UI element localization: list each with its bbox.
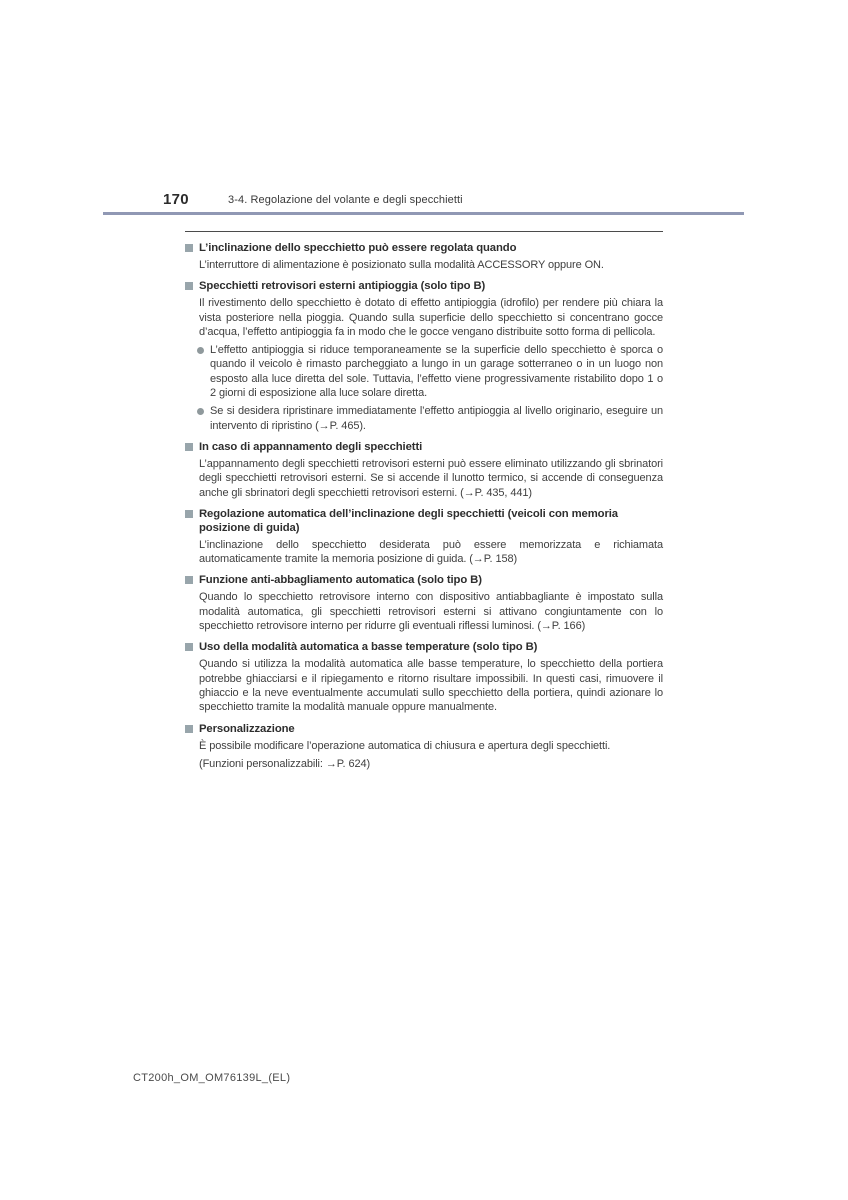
paragraph: È possibile modificare l’operazione automatica di chiusura e apertura degli specchietti. <box>199 739 611 752</box>
square-bullet-icon <box>185 282 193 290</box>
section-heading-text: Regolazione automatica dell’inclinazione degli specchietti (veicoli con memoria posizione di guida) <box>199 507 618 534</box>
section-heading-text: Specchietti retrovisori esterni antipioggia (solo tipo B) <box>199 280 486 293</box>
section-body <box>199 296 663 433</box>
circle-bullet-icon <box>197 347 204 354</box>
manual-section <box>185 637 663 714</box>
square-bullet-icon <box>185 725 193 733</box>
section-heading-text: Personalizzazione <box>199 722 295 735</box>
page-number: 170 <box>163 191 189 208</box>
section-body <box>199 457 663 500</box>
square-bullet-icon <box>185 643 193 651</box>
manual-section <box>185 570 663 633</box>
section-heading-text: Uso della modalità automatica a basse temperature (solo tipo B) <box>199 641 538 654</box>
section-heading-text: Funzione anti-abbagliamento automatica (solo tipo B) <box>199 574 482 587</box>
section-heading <box>185 719 663 738</box>
section-heading <box>185 276 663 295</box>
manual-section <box>185 276 663 433</box>
bullet-text: L’effetto antipioggia si riduce temporaneamente se la superficie dello specchietto è sporca o quando il veicolo è rimasto parcheggiato a lungo in un garage sotterraneo o in un luogo non esposto alla luce diretta del sole. Tuttavia, l’effetto viene progressivamente ristabilito dopo 1 o 2 giorni di esposizione alla luce solare diretta. <box>210 344 663 400</box>
manual-section <box>185 504 663 567</box>
square-bullet-icon <box>185 510 193 518</box>
circle-bullet-icon <box>197 408 204 415</box>
paragraph: Quando lo specchietto retrovisore interno con dispositivo antiabbagliante è impostato sulla modalità automatica, gli specchietti retrovisori esterni si attivano congiuntamente con lo specchietto retrovisore interno per ridurre gli eventuali riflessi luminosi. (→P. 166) <box>199 591 663 633</box>
sections <box>185 238 663 771</box>
section-heading <box>185 637 663 656</box>
section-heading <box>185 238 663 257</box>
paragraph: L’interruttore di alimentazione è posizionato sulla modalità ACCESSORY oppure ON. <box>199 259 604 271</box>
paragraph: Quando si utilizza la modalità automatica alle basse temperature, lo specchietto della portiera potrebbe ghiacciarsi e il ripiegamento e ritorno risultare impossibili. In questi casi, rimuovere il ghiaccio e la neve eventualmente accumulati sullo specchietto della portiera, quindi azionare lo specchietto tramite la modalità manuale oppure manualmente. <box>199 658 663 714</box>
section-heading <box>185 570 663 589</box>
manual-section <box>185 238 663 272</box>
paragraph: (Funzioni personalizzabili: →P. 624) <box>199 757 371 770</box>
section-heading <box>185 504 663 537</box>
content-area <box>185 231 663 775</box>
section-body <box>199 538 663 567</box>
manual-section <box>185 719 663 772</box>
section-body <box>199 258 663 272</box>
square-bullet-icon <box>185 244 193 252</box>
chapter-title: 3-4. Regolazione del volante e degli specchietti <box>228 194 463 206</box>
bullet-text: Se si desidera ripristinare immediatamente l’effetto antipioggia al livello originario, eseguire un intervento di ripristino (→P. 465). <box>210 405 663 432</box>
bullet-item <box>197 404 663 433</box>
section-body <box>199 739 663 772</box>
bullet-item <box>197 343 663 400</box>
page-header <box>163 191 745 209</box>
section-heading-text: L’inclinazione dello specchietto può essere regolata quando <box>199 242 517 254</box>
square-bullet-icon <box>185 443 193 451</box>
document-code: CT200h_OM_OM76139L_(EL) <box>133 1072 291 1084</box>
square-bullet-icon <box>185 576 193 584</box>
paragraph: L’inclinazione dello specchietto desiderata può essere memorizzata e richiamata automaticamente tramite la memoria posizione di guida. (→P. 158) <box>199 538 663 566</box>
section-body <box>199 590 663 633</box>
paragraph: L’appannamento degli specchietti retrovisori esterni può essere eliminato utilizzando gli sbrinatori degli specchietti retrovisori esterni. Se si accende il lunotto termico, si accende di conseguenza anche gli sbrinatori degli specchietti retrovisori esterni. (→P. 435, 441) <box>199 457 663 499</box>
paragraph: Il rivestimento dello specchietto è dotato di effetto antipioggia (idrofilo) per rendere più chiara la vista posteriore nella pioggia. Quando sulla superficie dello specchietto si concentrano gocce d’acqua, l’effetto antipioggia fa in modo che le gocce vengano distribuite sotto forma di pellicola. <box>199 297 663 338</box>
header-rule <box>103 212 744 215</box>
section-heading-text: In caso di appannamento degli specchietti <box>199 440 423 453</box>
section-heading <box>185 437 663 456</box>
section-body <box>199 657 663 714</box>
manual-section <box>185 437 663 500</box>
